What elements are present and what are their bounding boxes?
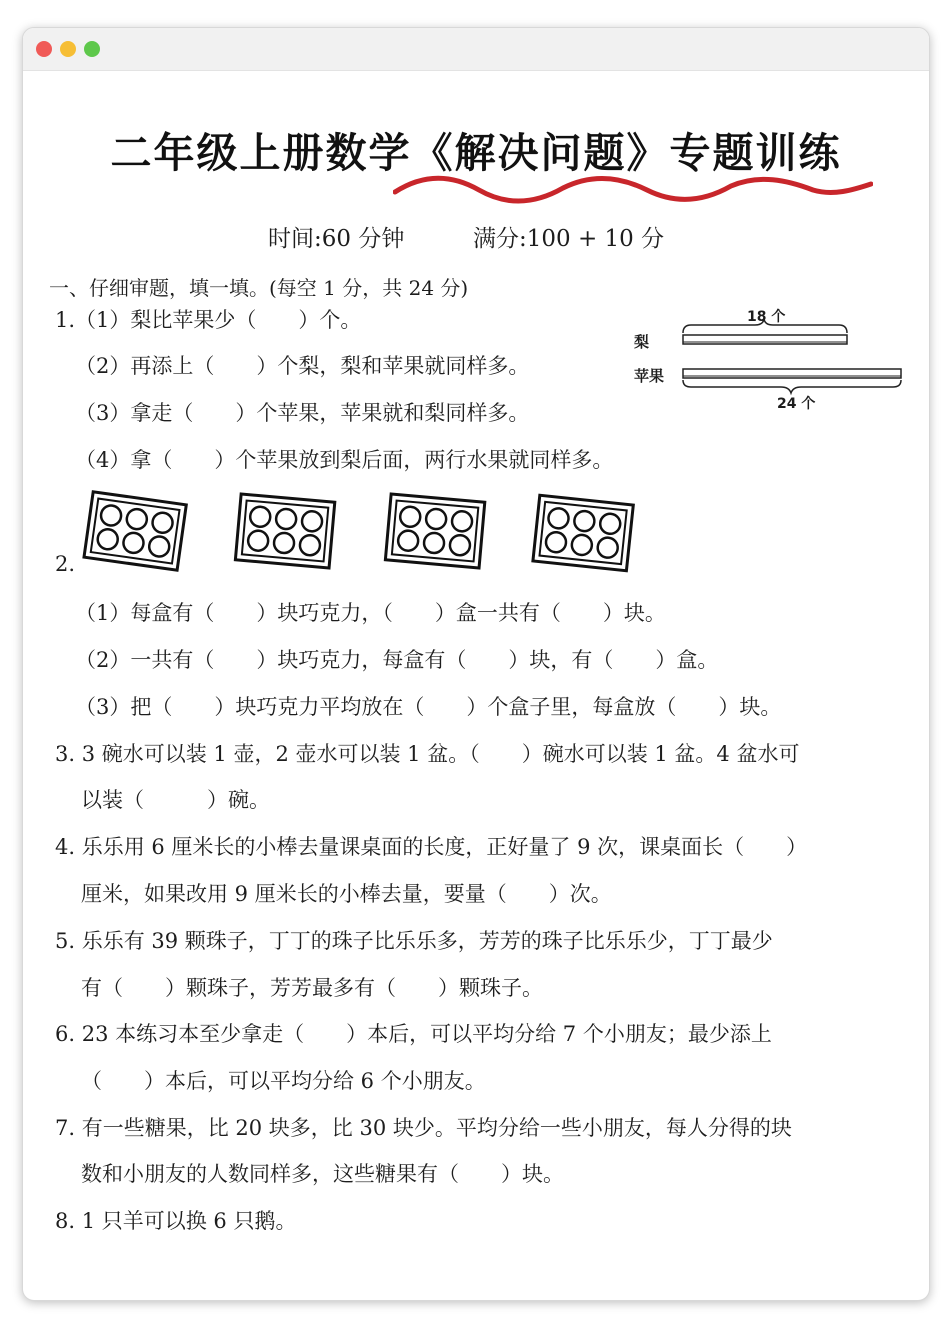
q7-line1: 7. 有一些糖果，比 20 块多，比 30 块少。平均分给一些小朋友，每人分得的块 [55,1116,792,1140]
bar-diagram-lines [631,311,911,411]
q6-line1: 6. 23 本练习本至少拿走（ ）本后，可以平均分给 7 个小朋友；最少添上 [55,1022,772,1046]
q2-number: 2. [55,552,76,576]
q6-line2: （ ）本后，可以平均分给 6 个小朋友。 [81,1069,486,1093]
page-title: 二年级上册数学《解决问题》专题训练 [110,129,842,177]
q3-line1: 3. 3 碗水可以装 1 壶，2 壶水可以装 1 盆。（ ）碗水可以装 1 盆。4 盆水可 [55,742,800,766]
q1-part3: （3）拿走（ ）个苹果，苹果就和梨同样多。 [75,401,530,425]
q4-line1: 4. 乐乐用 6 厘米长的小棒去量课桌面的长度，正好量了 9 次，课桌面长（ ） [55,835,808,859]
apple-count-label: 24 个 [777,396,816,412]
q1-bar-diagram [631,311,911,411]
q1-part1: 1.（1）梨比苹果少（ ）个。 [55,308,362,332]
q2-part2: （2）一共有（ ）块巧克力，每盒有（ ）块，有（ ）盒。 [75,648,719,672]
chocolate-box-icon [526,492,641,577]
time-limit: 时间:60 分钟 [268,226,405,252]
q8-line1: 8. 1 只羊可以换 6 只鹅。 [55,1209,297,1233]
q3-line2: 以装（ ）碗。 [81,788,270,812]
worksheet-page [23,28,929,1300]
q5-line2: 有（ ）颗珠子，芳芳最多有（ ）颗珠子。 [81,976,543,1000]
q4-line2: 厘米，如果改用 9 厘米长的小棒去量，要量（ ）次。 [81,882,612,906]
apple-row-label: 苹果 [634,367,665,385]
q1-part4: （4）拿（ ）个苹果放到梨后面，两行水果就同样多。 [75,448,614,472]
section-heading: 一、仔细审题，填一填。(每空 1 分，共 24 分) [49,276,469,300]
title-underline-wave-icon [393,168,873,208]
q2-part1: （1）每盒有（ ）块巧克力，（ ）盒一共有（ ）块。 [75,601,666,625]
chocolate-box-icon [78,490,193,575]
q2-part3: （3）把（ ）块巧克力平均放在（ ）个盒子里，每盒放（ ）块。 [75,695,782,719]
q5-line1: 5. 乐乐有 39 颗珠子，丁丁的珠子比乐乐多，芳芳的珠子比乐乐少，丁丁最少 [55,929,773,953]
q1-part2: （2）再添上（ ）个梨，梨和苹果就同样多。 [75,354,530,378]
chocolate-box-icon [228,490,343,575]
document-window [22,27,930,1301]
q7-line2: 数和小朋友的人数同样多，这些糖果有（ ）块。 [81,1162,564,1186]
pear-count-label: 18 个 [747,309,786,325]
full-score: 满分:100 + 10 分 [473,226,665,252]
pear-row-label: 梨 [634,333,650,351]
chocolate-box-icon [378,490,493,575]
chocolate-boxes [78,490,648,575]
